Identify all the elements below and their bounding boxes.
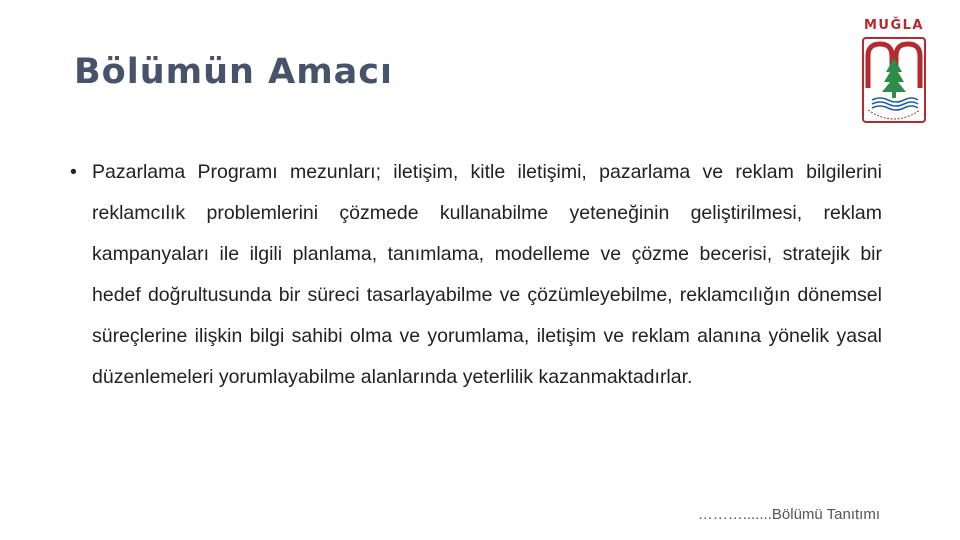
logo-text: MUĞLA: [863, 18, 924, 33]
footer-label: ……….......Bölümü Tanıtımı: [697, 506, 880, 523]
body-paragraph: Pazarlama Programı mezunları; iletişim, kitle iletişimi, pazarlama ve reklam bilgilerini reklamcılık problemlerini çözmede kullanabilme yeteneğinin geliştirilmesi, reklam kampanyaları ile ilgili planlama, tanımlama, modelleme ve çözme becerisi, stratejik bir hedef doğrultusunda bir süreci tasarlayabilme ve çözümleyebilme, reklamcılığın dönemsel süreçlerine ilişkin bilgi sahibi olma ve yorumlama, iletişim ve reklam alanına yönelik yasal düzenlemeleri yorumlayabilme alanlarında yeterlilik kazanmaktadırlar.: [92, 161, 882, 388]
university-logo: [858, 18, 930, 128]
slide-title: Bölümün Amacı: [74, 52, 394, 92]
bullet-marker: •: [70, 161, 77, 183]
mugla-university-logo-icon: [860, 36, 928, 126]
